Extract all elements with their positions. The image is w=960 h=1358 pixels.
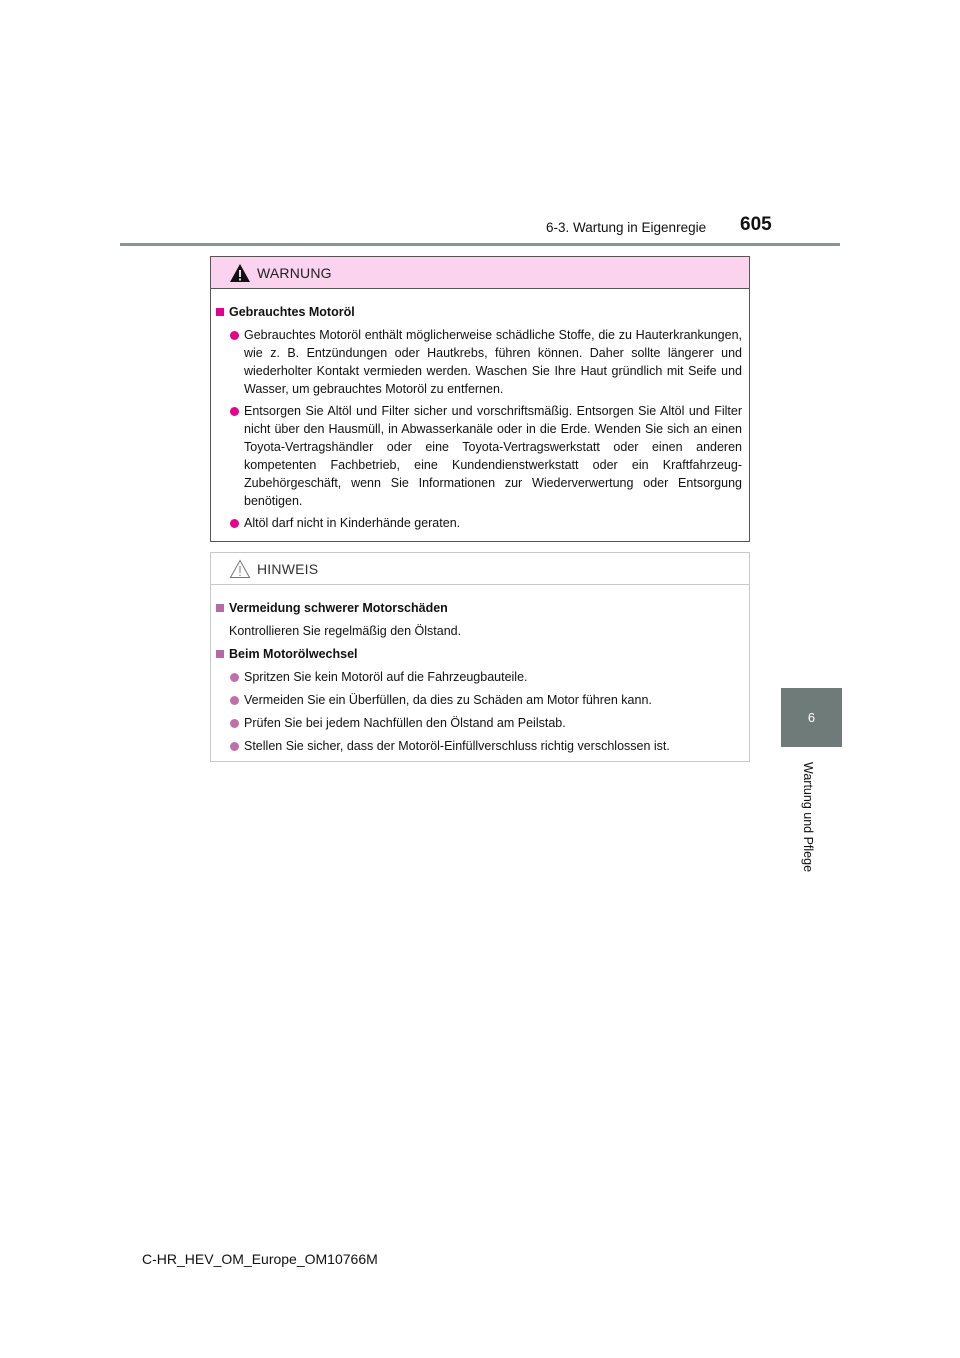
list-item-text: Altöl darf nicht in Kinderhände geraten.: [244, 516, 461, 530]
list-item: [230, 326, 742, 398]
list-item: [230, 402, 742, 510]
chapter-number: 6: [807, 710, 816, 725]
warning-triangle-icon: [229, 263, 251, 283]
list-item-text: Vermeiden Sie ein Überfüllen, da dies zu Schäden am Motor führen kann.: [244, 693, 652, 707]
notice-section-heading: [216, 599, 742, 617]
warning-section-heading: [216, 303, 742, 321]
round-bullet-icon: [230, 519, 239, 528]
square-bullet-icon: [216, 308, 224, 316]
round-bullet-icon: [230, 742, 239, 751]
header-section-title: 6-3. Wartung in Eigenregie: [546, 220, 707, 235]
caution-triangle-outline-icon: [229, 559, 251, 579]
list-item: [230, 514, 742, 532]
list-item: [230, 714, 742, 732]
list-item-text: Entsorgen Sie Altöl und Filter sicher und vorschriftsmäßig. Entsorgen Sie Altöl und Filter nicht über den Hausmüll, in Abwasserkanäle oder in die Erde. Wenden Sie sich an einen Toyota-Vertragshändler oder eine Toyota-Vertragswerkstatt oder einen anderen kompetenten Fachbetrieb, eine Kundendienstwerkstatt oder ein Kraftfahrzeug-Zubehörgeschäft, wenn Sie Informationen zur Wiederverwertung oder Entsorgung benötigen.: [244, 404, 742, 508]
warning-title: WARNUNG: [257, 264, 332, 281]
notice-section-title: Vermeidung schwerer Motorschäden: [229, 601, 448, 615]
warning-box: [210, 256, 750, 542]
warning-body: [211, 289, 749, 532]
square-bullet-icon: [216, 650, 224, 658]
chapter-title-label: Wartung und Pflege: [801, 762, 815, 873]
round-bullet-icon: [230, 719, 239, 728]
footer-document-id: C-HR_HEV_OM_Europe_OM10766M: [142, 1251, 378, 1267]
list-item-text: Stellen Sie sicher, dass der Motoröl-Einfüllverschluss richtig verschlossen ist.: [244, 739, 670, 753]
square-bullet-icon: [216, 604, 224, 612]
round-bullet-icon: [230, 673, 239, 682]
chapter-side-title: [788, 762, 828, 892]
round-bullet-icon: [230, 407, 239, 416]
notice-title: HINWEIS: [257, 560, 319, 577]
notice-section-heading: [216, 645, 742, 663]
round-bullet-icon: [230, 696, 239, 705]
list-item-text: Spritzen Sie kein Motoröl auf die Fahrzeugbauteile.: [244, 670, 528, 684]
list-item-text: Gebrauchtes Motoröl enthält möglicherweise schädliche Stoffe, die zu Hauterkrankungen, wie z. B. Entzündungen oder Hautkrebs, führen können. Daher sollte längerer und wiederholter Kontakt vermieden werden. Waschen Sie Ihre Haut gründlich mit Seife und Wasser, um gebrauchtes Motoröl zu entfernen.: [244, 328, 742, 396]
warning-section-title: Gebrauchtes Motoröl: [229, 305, 355, 319]
page-number: 605: [740, 214, 772, 235]
list-item-text: Prüfen Sie bei jedem Nachfüllen den Ölstand am Peilstab.: [244, 716, 566, 730]
chapter-tab: [781, 688, 842, 747]
warning-header: [211, 257, 749, 289]
notice-header: [211, 553, 749, 585]
notice-section-title: Beim Motorölwechsel: [229, 647, 358, 661]
list-item: [230, 668, 742, 686]
list-item: [230, 691, 742, 709]
round-bullet-icon: [230, 331, 239, 340]
notice-box: [210, 552, 750, 762]
notice-section-text: Kontrollieren Sie regelmäßig den Ölstand.: [229, 624, 462, 638]
notice-body: [211, 585, 749, 755]
list-item: [230, 737, 742, 755]
header-divider: [120, 243, 840, 246]
